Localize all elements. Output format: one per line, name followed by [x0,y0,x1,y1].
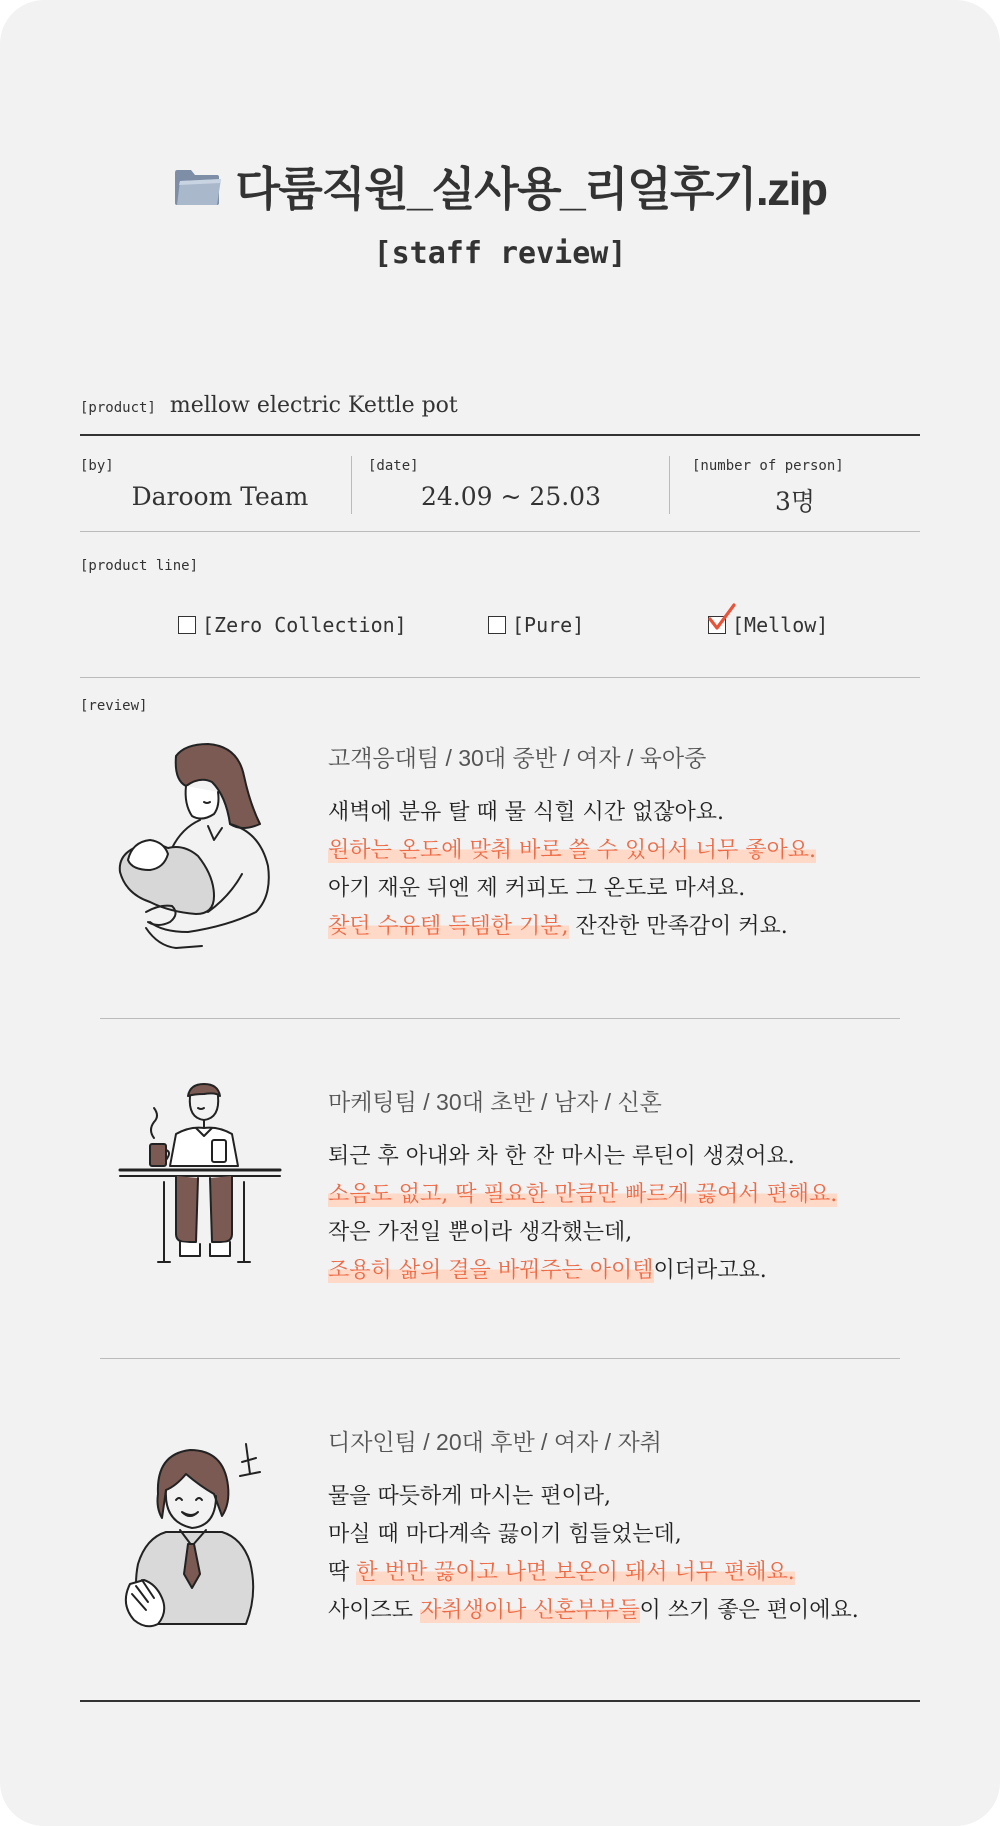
divider [80,1700,920,1702]
review-highlight: 한 번만 끓이고 나면 보온이 돼서 너무 편해요. [356,1560,795,1585]
option-label: [Zero Collection] [202,613,407,637]
review-label: [review] [80,698,148,714]
man-at-table-with-tea-illustration [110,1078,290,1298]
review-line [328,1478,859,1516]
review-line [328,1138,837,1176]
divider [80,531,920,532]
review-segment: 아기 재운 뒤엔 제 커피도 그 온도로 마셔요. [328,876,746,901]
reviewer-info: 디자인팀 / 20대 후반 / 여자 / 자취 [328,1429,662,1455]
review-item [0,730,1000,980]
divider [100,1358,900,1359]
date-label: [date] [368,458,419,474]
review-line [328,1176,837,1214]
review-text [328,794,816,946]
mother-feeding-baby-illustration [110,736,290,956]
review-segment: 퇴근 후 아내와 차 한 잔 마시는 루틴이 생겼어요. [328,1144,795,1169]
checkbox-pure[interactable] [488,616,506,634]
review-item [0,1074,1000,1324]
review-segment: 이 쓰기 좋은 편이에요. [639,1598,859,1623]
review-segment: 사이즈도 [328,1598,421,1623]
option-mellow[interactable] [708,613,828,637]
review-highlight: 원하는 온도에 맞춰 바로 쓸 수 있어서 너무 좋아요. [328,838,816,863]
divider [80,434,920,436]
review-segment: 딱 [328,1560,357,1585]
review-item [0,1414,1000,1664]
review-line [328,870,816,908]
option-zero-collection[interactable] [178,613,407,637]
checkmark-icon [707,603,737,633]
review-line [328,832,816,870]
review-highlight: 조용히 삶의 결을 바꿔주는 아이템 [328,1258,654,1283]
title-row [0,150,1000,222]
persons-label: [number of person] [692,458,844,474]
review-line [328,1554,859,1592]
divider [80,677,920,678]
review-text [328,1478,859,1630]
review-line [328,1516,859,1554]
product-label: [product] [80,400,156,416]
review-segment: 잔잔한 만족감이 커요. [568,914,788,939]
review-line [328,1252,837,1290]
reviewer-info: 고객응대팀 / 30대 중반 / 여자 / 육아중 [328,745,707,771]
product-row [80,393,920,418]
review-segment: 이더라고요. [653,1258,767,1283]
checkbox-zero-collection[interactable] [178,616,196,634]
review-highlight: 찾던 수유템 득템한 기분, [328,914,569,939]
review-line [328,908,816,946]
review-text [328,1138,837,1290]
product-value: mellow electric Kettle pot [169,393,458,418]
option-pure[interactable] [488,613,584,637]
date-value: 24.09 ~ 25.03 [421,482,601,511]
product-line-label: [product line] [80,558,199,574]
by-label: [by] [80,458,114,474]
checkbox-mellow[interactable] [708,616,726,634]
review-segment: 물을 따듯하게 마시는 편이라, [328,1484,611,1509]
option-label: [Mellow] [732,613,829,637]
divider [100,1018,900,1019]
by-value: Daroom Team [131,482,309,511]
review-line [328,1592,859,1630]
review-line [328,794,816,832]
review-line [328,1214,837,1252]
review-segment: 새벽에 분유 탈 때 물 식힐 시간 없잖아요. [328,800,724,825]
review-segment: 작은 가전일 뿐이라 생각했는데, [328,1220,633,1245]
folder-icon [173,165,223,207]
reviewer-info: 마케팅팀 / 30대 초반 / 남자 / 신혼 [328,1089,662,1115]
review-highlight: 소음도 없고, 딱 필요한 만큼만 빠르게 끓여서 편해요. [328,1182,838,1207]
option-label: [Pure] [512,613,585,637]
page-title: 다룸직원_실사용_리얼후기.zip [235,163,827,215]
persons-value: 3명 [774,487,816,516]
page-subtitle: [staff review] [373,236,627,271]
woman-smiling-clapping-illustration [110,1434,290,1654]
review-highlight: 자취생이나 신혼부부들 [420,1598,640,1623]
review-segment: 마실 때 마다계속 끓이기 힘들었는데, [328,1522,682,1547]
